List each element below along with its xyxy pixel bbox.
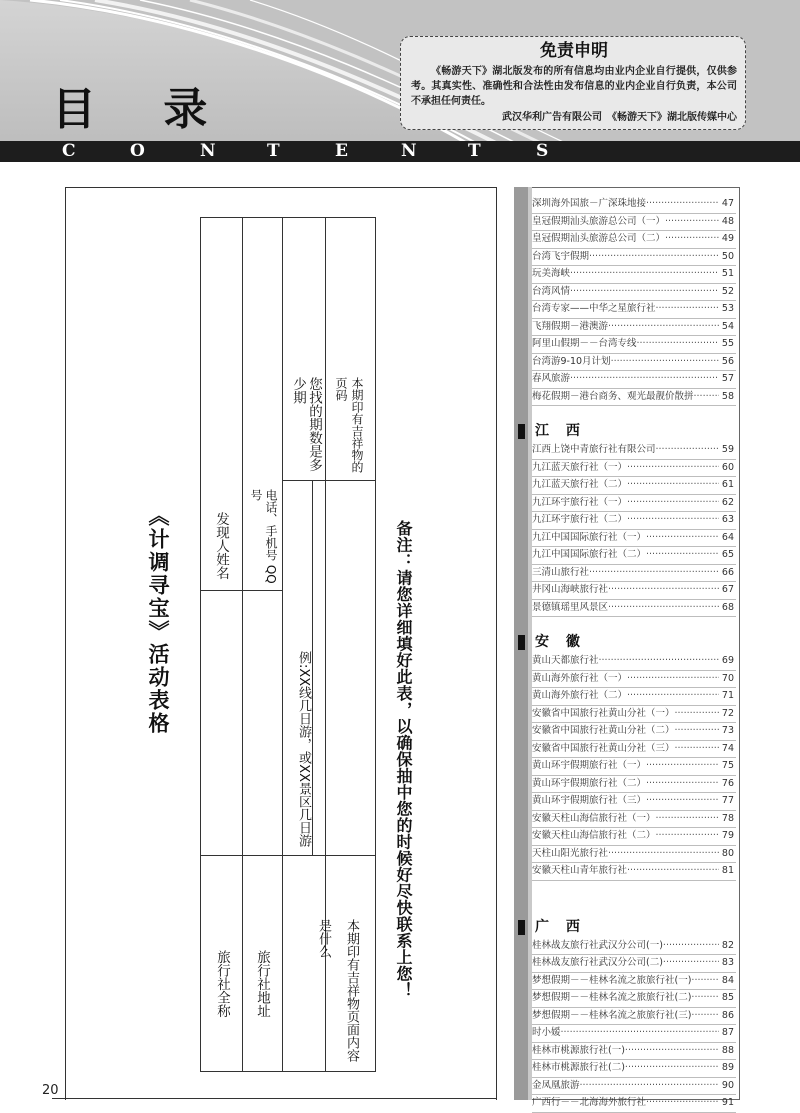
index-entry[interactable]: 梦想假期－－桂林名流之旅旅行社(三) ····· 86 [532, 1008, 736, 1026]
contents-letter: T [267, 141, 280, 161]
index-entry[interactable]: 飞翔假期－港澳游 ····· 54 [532, 319, 736, 337]
index-entry[interactable]: 桂林市桃源旅行社(一) ····· 88 [532, 1043, 736, 1061]
activity-form-table [200, 217, 498, 1072]
index-entry[interactable]: 安徽省中国旅行社黄山分社（二） ····· 73 [532, 723, 736, 741]
contents-letter: N [200, 141, 216, 161]
index-entry[interactable]: 台湾游9-10月计划 ····· 56 [532, 354, 736, 372]
index-entry[interactable]: 安徽省中国旅行社黄山分社（一） ····· 72 [532, 706, 736, 724]
index-entry[interactable]: 九江蓝天旅行社（一） ····· 60 [532, 460, 736, 478]
index-entry[interactable]: 春风旅游 ····· 57 [532, 371, 736, 389]
index-entry[interactable]: 三清山旅行社 ····· 66 [532, 565, 736, 583]
section-marker [518, 635, 525, 650]
issue-count-label: 您找的期数是多少期 [290, 377, 322, 472]
index-entry[interactable]: 九江环宇旅行社（二） ····· 63 [532, 512, 736, 530]
contents-letter: T [468, 141, 481, 161]
index-entry[interactable]: 桂林市桃源旅行社(二) ····· 89 [532, 1060, 736, 1078]
finder-name-label: 发现人姓名 [213, 512, 229, 580]
index-entry[interactable]: 黄山天都旅行社 ····· 69 [532, 653, 736, 671]
index-entry[interactable]: 玩美海峡 ····· 51 [532, 266, 736, 284]
mascot-page-label: 本期印有吉祥物的页码 [334, 377, 364, 473]
index-entry[interactable]: 黄山海外旅行社（二） ····· 71 [532, 688, 736, 706]
index-entry[interactable]: 安徽天柱山青年旅行社 ····· 81 [532, 863, 736, 881]
index-entry[interactable]: 黄山环宇假期旅行社（一） ····· 75 [532, 758, 736, 776]
index-entry[interactable]: 皇冠假期汕头旅游总公司（一） ····· 48 [532, 214, 736, 232]
index-entry[interactable]: 桂林战友旅行社武汉分公司(二) ····· 83 [532, 955, 736, 973]
index-entry[interactable]: 安徽省中国旅行社黄山分社（三） ····· 74 [532, 741, 736, 759]
agency-name-label: 旅行社全称 [214, 950, 230, 1018]
disclaimer-body: 《畅游天下》湖北版发布的所有信息均由业内企业自行提供，仅供参考。其真实性、准确性和合法性由发布信息的业内企业自行负责，本公司不承担任何责任。 [411, 66, 737, 107]
index-entry[interactable]: 皇冠假期汕头旅游总公司（二） ····· 49 [532, 231, 736, 249]
index-entry[interactable]: 九江中国国际旅行社（二） ····· 65 [532, 547, 736, 565]
index-entry[interactable]: 广西行－－北海海外旅行社 ····· 91 [532, 1095, 736, 1113]
contents-bar [0, 141, 800, 162]
contents-letter: S [536, 141, 549, 161]
page-bottom-rule [52, 1098, 497, 1099]
form-title: 《计调寻宝》活动表格 [146, 505, 171, 735]
index-entry[interactable]: 江西上饶中青旅行社有限公司 ····· 59 [532, 442, 736, 460]
form-note: 备注：请您详细填好此表，以确保抽中您的时候好尽快联系上您！ [394, 520, 413, 999]
page-number: 20 [42, 1083, 59, 1098]
disclaimer-title: 免责申明 [540, 41, 608, 61]
index-entry[interactable]: 梦想假期－－桂林名流之旅旅行社(一) ····· 84 [532, 973, 736, 991]
index-entry[interactable]: 梦想假期－－桂林名流之旅旅行社(二) ····· 85 [532, 990, 736, 1008]
index-entry[interactable]: 安徽天柱山海信旅行社（二） ····· 79 [532, 828, 736, 846]
index-list [532, 196, 736, 1113]
contents-letter: C [62, 141, 76, 161]
index-entry[interactable]: 梅花假期－港台商务、观光最靓价散拼 ····· 58 [532, 389, 736, 407]
index-entry[interactable]: 黄山海外旅行社（一） ····· 70 [532, 671, 736, 689]
section-marker [518, 920, 525, 935]
disclaimer-footer: 武汉华利广告有限公司 《畅游天下》湖北版传媒中心 [502, 112, 737, 123]
finder-contact-label: 电话、手机号 QQ号 [249, 489, 278, 584]
agency-address-label: 旅行社地址 [254, 950, 270, 1018]
index-entry[interactable]: 桂林战友旅行社武汉分公司(一) ····· 82 [532, 938, 736, 956]
index-entry[interactable]: 深圳海外国旅－广深珠地接 ····· 47 [532, 196, 736, 214]
page-header [0, 0, 800, 145]
index-entry[interactable]: 井冈山海峡旅行社 ····· 67 [532, 582, 736, 600]
section-heading-jiangxi: 江 西 [532, 421, 736, 441]
contents-letter: O [130, 141, 145, 161]
contents-letter: N [401, 141, 417, 161]
page-content-label: 本期印有吉祥物页面内容是什么 [316, 919, 359, 1062]
index-entry[interactable]: 景德镇瑶里风景区 ····· 68 [532, 600, 736, 618]
index-entry[interactable]: 九江中国国际旅行社（一） ····· 64 [532, 530, 736, 548]
index-entry[interactable]: 天柱山阳光旅行社 ····· 80 [532, 846, 736, 864]
page-title: 目 录 [52, 84, 234, 135]
section-heading-guangxi: 广 西 [532, 917, 736, 937]
section-heading-anhui: 安 徽 [532, 632, 736, 652]
example-hint: 例:XX线几日游，或XX景区几日游 [296, 651, 311, 848]
index-entry[interactable]: 九江蓝天旅行社（二） ····· 61 [532, 477, 736, 495]
index-entry[interactable]: 金凤凰旅游 ····· 90 [532, 1078, 736, 1096]
index-entry[interactable]: 阿里山假期－－台湾专线 ····· 55 [532, 336, 736, 354]
contents-letter: E [335, 141, 348, 161]
section-marker [518, 424, 525, 439]
disclaimer-box [400, 36, 746, 130]
index-entry[interactable]: 九江环宇旅行社（一） ····· 62 [532, 495, 736, 513]
index-entry[interactable]: 安徽天柱山海信旅行社（一） ····· 78 [532, 811, 736, 829]
index-entry[interactable]: 时小媛 ····· 87 [532, 1025, 736, 1043]
index-entry[interactable]: 台湾飞宇假期 ····· 50 [532, 249, 736, 267]
index-entry[interactable]: 黄山环宇假期旅行社（三） ····· 77 [532, 793, 736, 811]
index-entry[interactable]: 台湾风情 ····· 52 [532, 284, 736, 302]
index-entry[interactable]: 台湾专家——中华之星旅行社 ····· 53 [532, 301, 736, 319]
index-entry[interactable]: 黄山环宇假期旅行社（二） ····· 76 [532, 776, 736, 794]
